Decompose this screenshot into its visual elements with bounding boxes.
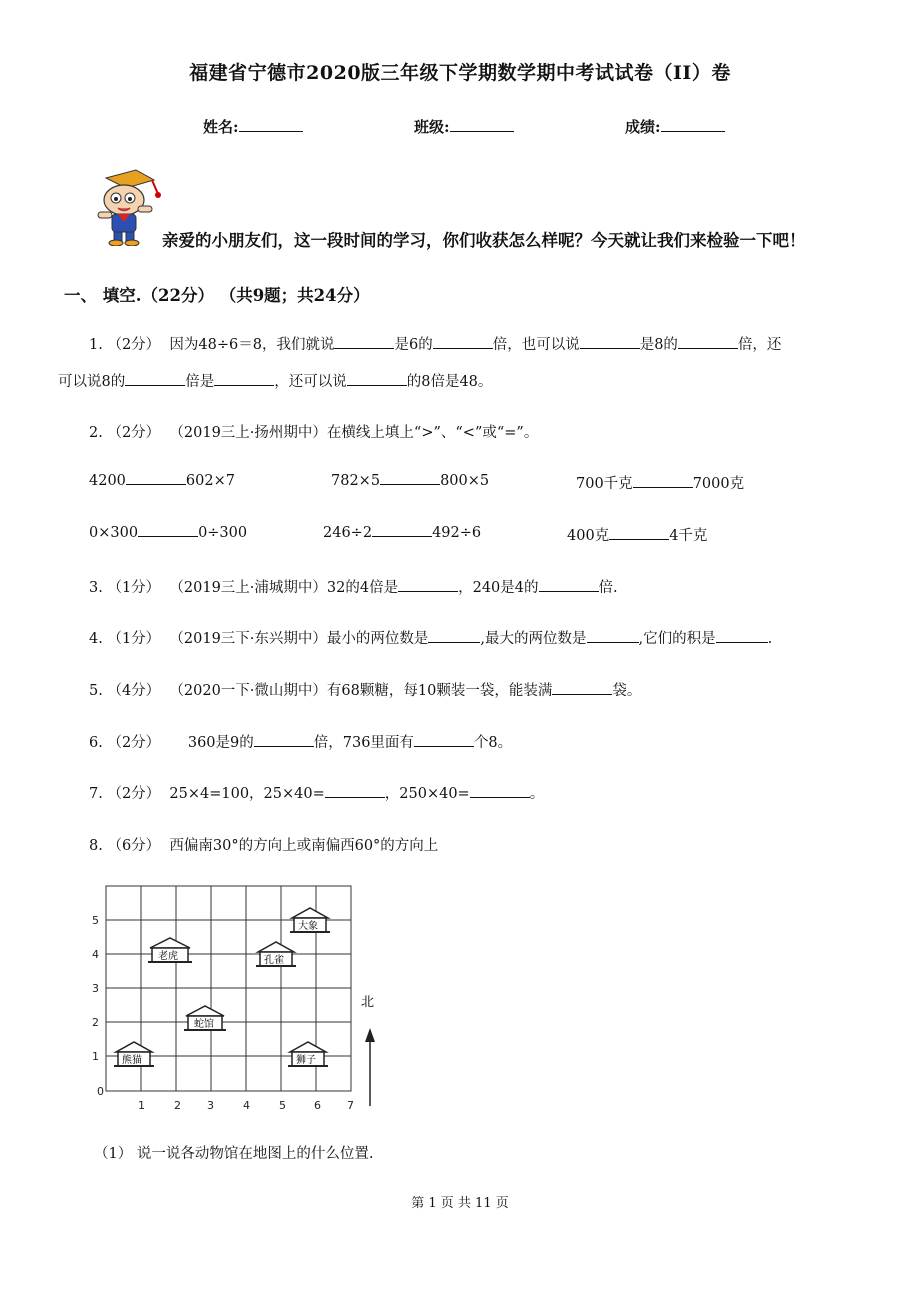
north-arrow-icon — [365, 1028, 375, 1106]
q1-blank-1[interactable] — [334, 336, 394, 349]
greeting-text: 亲爱的小朋友们，这一段时间的学习，你们收获怎么样呢？今天就让我们来检验一下吧！ — [162, 231, 806, 250]
page-footer: 第 1 页 共 11 页 — [411, 1196, 509, 1211]
house-snake — [184, 1006, 226, 1030]
q2-text: （2019三上·扬州期中）在横线上填上“>”、“<”或“=”。 — [169, 425, 539, 441]
q2-blank-4[interactable] — [138, 524, 198, 537]
class-label: 班级: — [414, 118, 450, 136]
q8-text: 西偏南30°的方向上或南偏西60°的方向上 — [169, 838, 439, 854]
q7-blank-1[interactable] — [325, 785, 385, 798]
x-tick-4: 4 — [243, 1099, 250, 1112]
q1-blank-2[interactable] — [433, 336, 493, 349]
q2-blank-1[interactable] — [126, 472, 186, 485]
x-tick-7: 7 — [347, 1099, 354, 1112]
q1-text-d: 是8的 — [639, 337, 678, 353]
svg-text:蛇馆: 蛇馆 — [194, 1019, 214, 1030]
name-blank — [239, 117, 303, 132]
y-tick-4: 4 — [92, 948, 99, 961]
q1-text-b: 是6的 — [394, 337, 433, 353]
q1-text-f: 可以说8的 — [58, 374, 126, 390]
q1-blank-6[interactable] — [214, 373, 274, 386]
score-blank — [661, 117, 725, 132]
zoo-map — [86, 880, 386, 1120]
question-7: 7. （2分） 25×4=100，25×40= ，250×40= 。 — [89, 786, 545, 802]
class-blank — [450, 117, 514, 132]
y-tick-2: 2 — [92, 1016, 99, 1029]
q1-blank-4[interactable] — [678, 336, 738, 349]
svg-text:熊猫: 熊猫 — [122, 1055, 142, 1066]
q1-blank-3[interactable] — [580, 336, 640, 349]
q2-item-3: 700千克 7000克 — [576, 476, 745, 492]
north-label: 北 — [361, 995, 375, 1010]
name-field — [203, 116, 303, 137]
q8-sub-1: （1） 说一说各动物馆在地图上的什么位置. — [94, 1146, 374, 1162]
q1-text-a: 因为48÷6＝8，我们就说 — [169, 337, 335, 353]
x-tick-0: 0 — [97, 1085, 104, 1098]
q2-blank-2[interactable] — [380, 472, 440, 485]
q1-number: 1. — [89, 337, 103, 353]
q5-blank-1[interactable] — [552, 682, 612, 695]
q2-item-5: 246÷2 492÷6 — [323, 525, 482, 541]
question-6: 6. （2分） 360是9的 倍，736里面有 个8。 — [89, 735, 513, 751]
q6-blank-2[interactable] — [414, 734, 474, 747]
q1-text-e: 倍，还 — [737, 337, 782, 353]
q2-blank-6[interactable] — [609, 527, 669, 540]
class-field — [414, 116, 514, 137]
question-5: 5. （4分） （2020一下·微山期中）有68颗糖，每10颗装一袋，能装满 袋。 — [89, 683, 642, 699]
y-tick-3: 3 — [92, 982, 99, 995]
x-tick-5: 5 — [279, 1099, 286, 1112]
house-peacock — [256, 942, 296, 966]
q2-blank-5[interactable] — [372, 524, 432, 537]
question-4: 4. （1分） （2019三下·东兴期中）最小的两位数是 ,最大的两位数是 ,它们的积是 . — [89, 631, 773, 647]
q2-item-4: 0×300 0÷300 — [89, 525, 248, 541]
svg-text:大象: 大象 — [298, 921, 318, 932]
q6-blank-1[interactable] — [254, 734, 314, 747]
house-lion — [288, 1042, 328, 1066]
x-tick-2: 2 — [174, 1099, 181, 1112]
page-title: 福建省宁德市2020版三年级下学期数学期中考试试卷（II）卷 — [189, 62, 731, 84]
q2-blank-3[interactable] — [633, 475, 693, 488]
x-tick-6: 6 — [314, 1099, 321, 1112]
mascot-icon — [92, 168, 166, 246]
house-panda — [114, 1042, 154, 1066]
q1-blank-5[interactable] — [125, 373, 185, 386]
question-2 — [89, 421, 538, 442]
q3-blank-1[interactable] — [398, 579, 458, 592]
q1-text-c: 倍，也可以说 — [492, 337, 580, 353]
q7-blank-2[interactable] — [470, 785, 530, 798]
q2-item-1: 4200 602×7 — [89, 473, 235, 489]
q2-item-6: 400克 4千克 — [567, 528, 708, 544]
score-field — [625, 116, 725, 137]
svg-text:狮子: 狮子 — [296, 1055, 316, 1066]
question-1-line-1 — [89, 333, 781, 354]
y-tick-5: 5 — [92, 914, 99, 927]
q2-points: （2分） — [107, 425, 161, 441]
q2-number: 2. — [89, 425, 103, 441]
q1-text-h: ，还可以说 — [274, 374, 347, 390]
q3-blank-2[interactable] — [539, 579, 599, 592]
svg-text:孔雀: 孔雀 — [264, 955, 284, 966]
question-8: 8. （6分） 西偏南30°的方向上或南偏西60°的方向上 — [89, 838, 439, 854]
name-label: 姓名: — [203, 118, 239, 136]
q2-item-2: 782×5 800×5 — [331, 473, 490, 489]
y-tick-1: 1 — [92, 1050, 99, 1063]
question-1-line-2 — [58, 370, 492, 391]
q4-blank-3[interactable] — [716, 630, 768, 643]
x-tick-3: 3 — [207, 1099, 214, 1112]
house-tiger — [148, 938, 192, 962]
q1-blank-7[interactable] — [347, 373, 407, 386]
q4-blank-1[interactable] — [428, 630, 480, 643]
q1-points: （2分） — [107, 337, 161, 353]
section-1-title: 一、 填空.（22分） （共9题；共24分） — [64, 286, 370, 305]
q4-blank-2[interactable] — [587, 630, 639, 643]
q1-text-g: 倍是 — [185, 374, 215, 390]
house-elephant — [290, 908, 330, 932]
svg-text:老虎: 老虎 — [158, 951, 178, 962]
q1-text-i: 的8倍是48。 — [406, 374, 493, 390]
x-tick-1: 1 — [138, 1099, 145, 1112]
score-label: 成绩: — [625, 118, 661, 136]
question-3: 3. （1分） （2019三上·浦城期中）32的4倍是 ，240是4的 倍. — [89, 580, 618, 596]
